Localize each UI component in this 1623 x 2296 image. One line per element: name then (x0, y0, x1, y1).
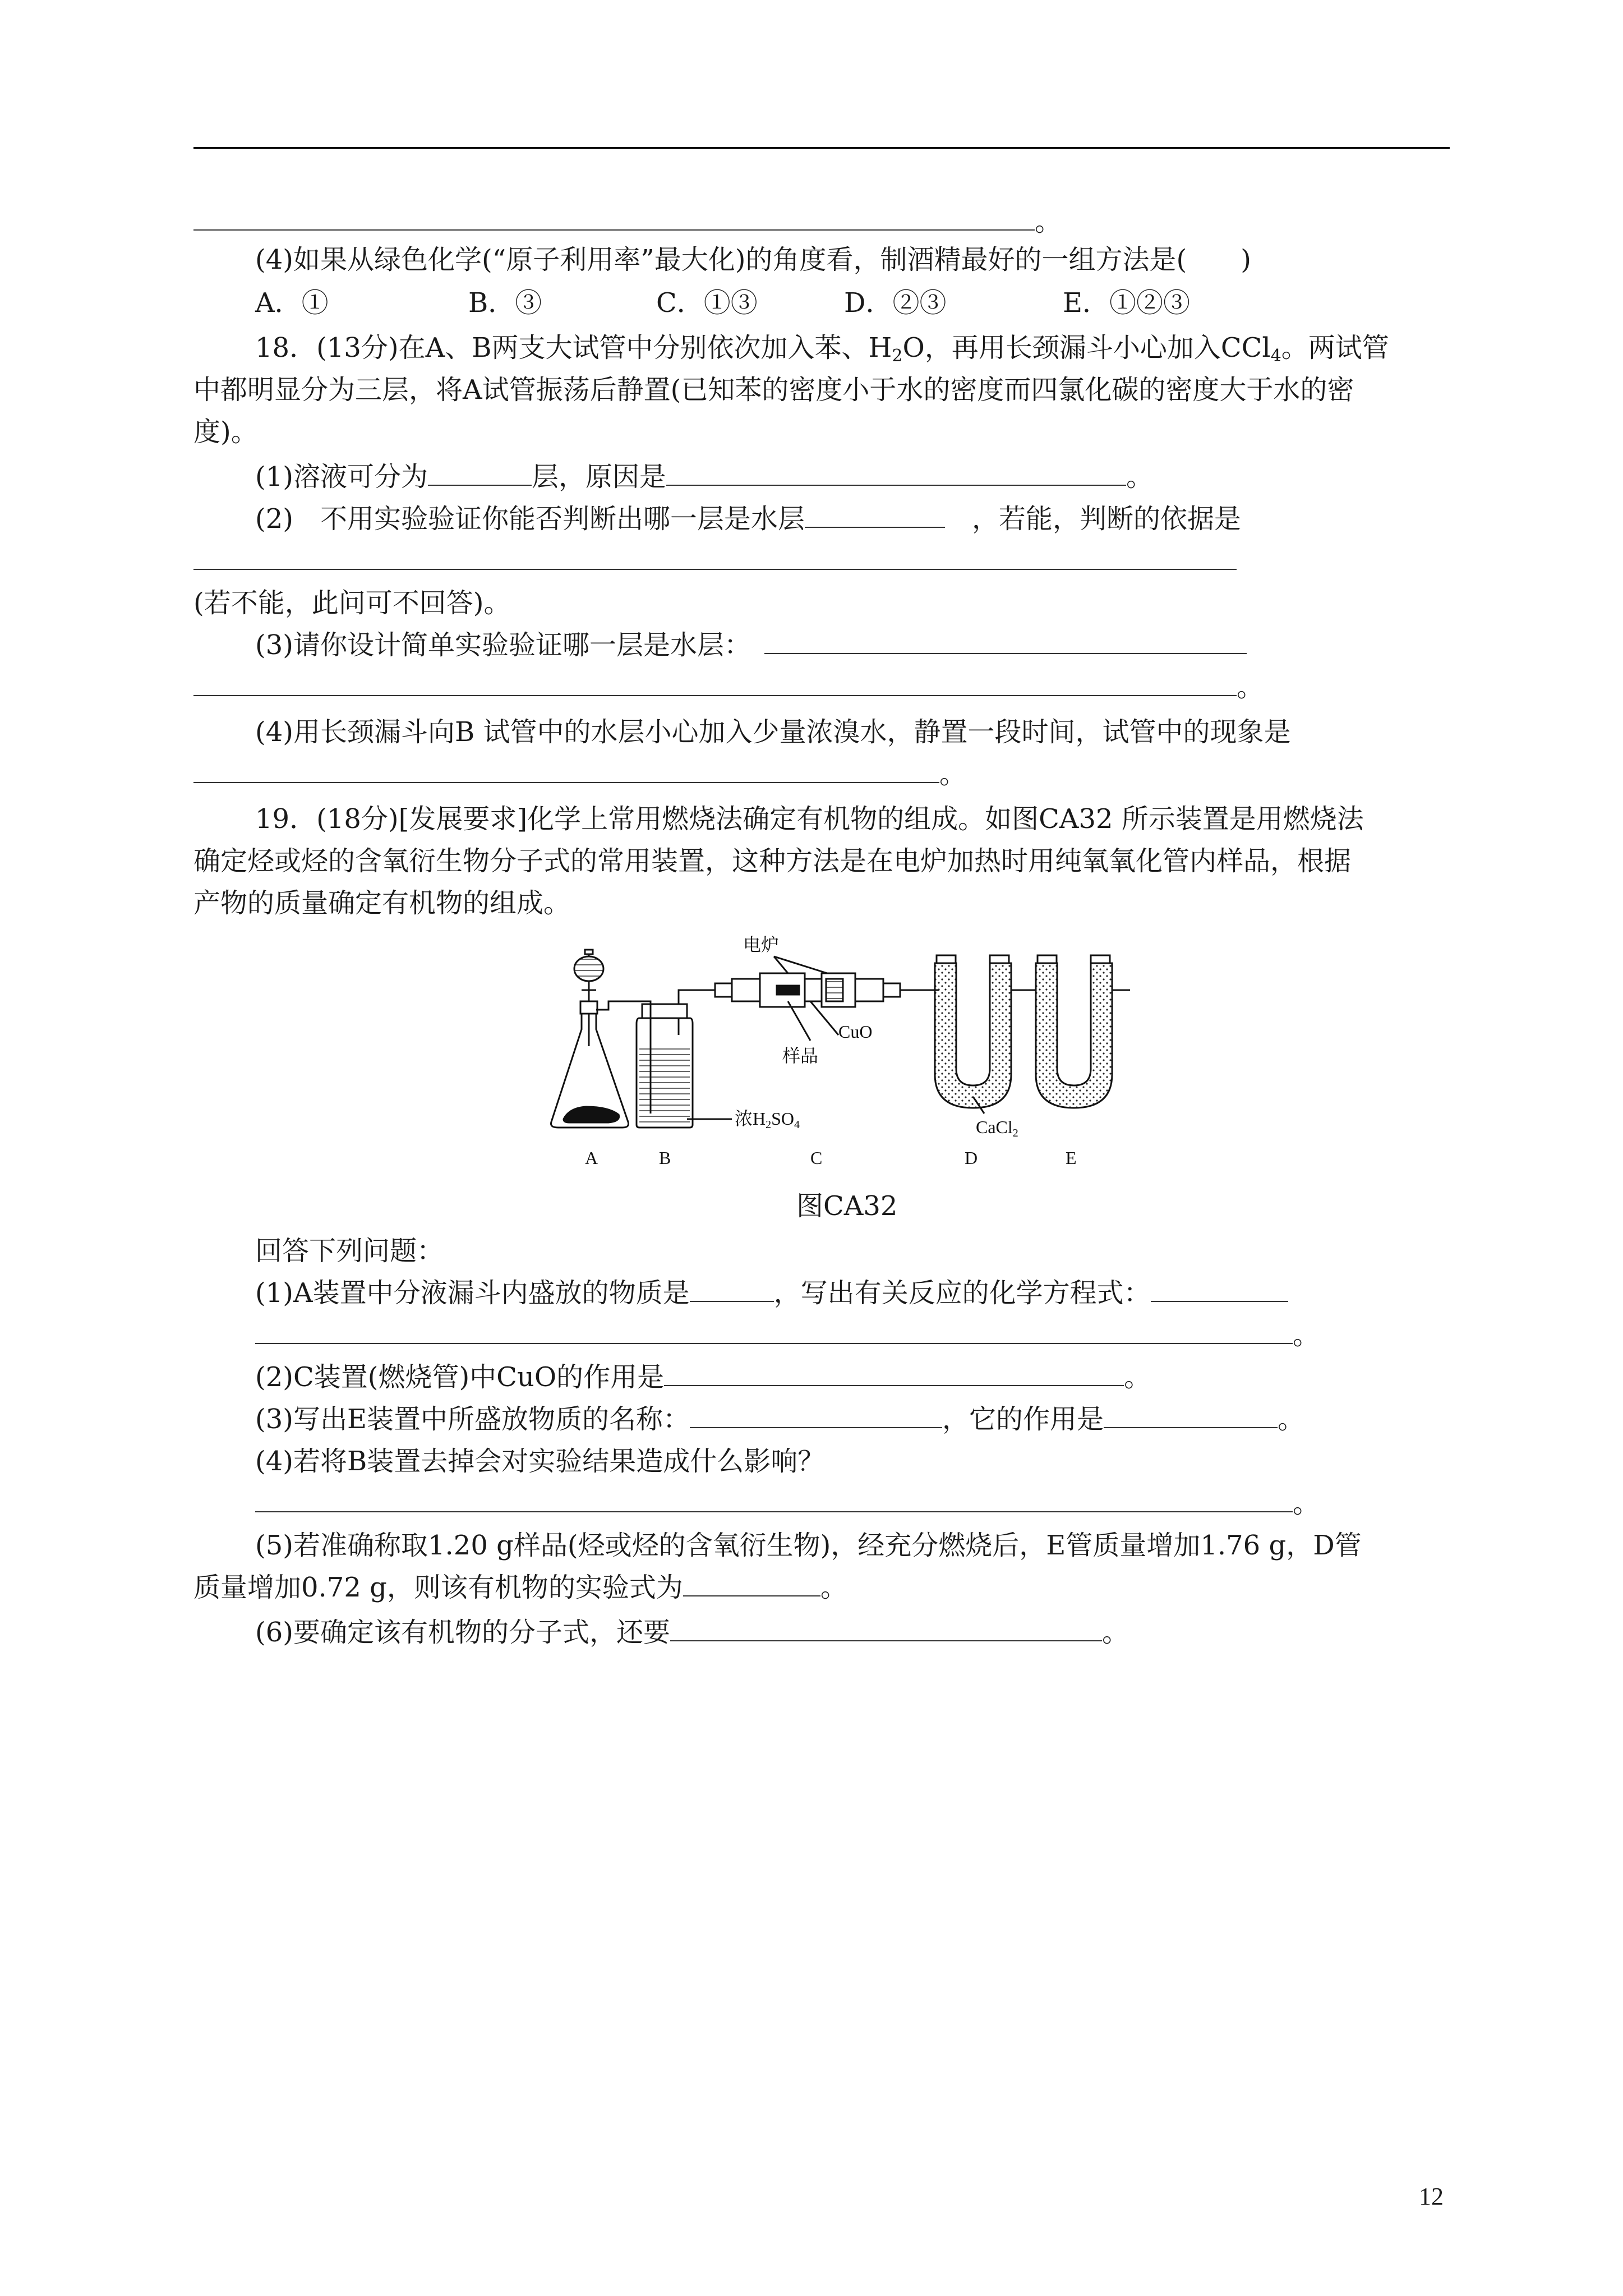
option-d: D．②③ (844, 287, 947, 319)
page-number: 12 (1419, 2183, 1444, 2210)
figure-caption: 图CA32 (796, 1190, 898, 1222)
answer-blank[interactable] (690, 1276, 774, 1302)
answer-blank[interactable] (428, 460, 532, 486)
apparatus-figure (547, 934, 1141, 1170)
question-18-2: (2) 不用实验验证你能否判断出哪一层是水层 ，若能，判断的依据是 (255, 503, 1242, 535)
label-sample: 样品 (782, 1046, 819, 1066)
answer-blank-line[interactable]: 。 (193, 757, 966, 791)
label-b: B (659, 1148, 671, 1168)
question-18-stem-line3: 度)。 (193, 416, 258, 448)
combustion-tube-c (715, 956, 939, 1041)
question-19-3: (3)写出E装置中所盛放物质的名称： ，它的作用是 。 (255, 1404, 1305, 1435)
label-d: D (965, 1148, 978, 1168)
header-rule (193, 147, 1450, 149)
answer-blank[interactable] (690, 1402, 942, 1428)
answer-line-prev: 。 (193, 205, 1062, 238)
answer-blank[interactable] (666, 460, 1126, 486)
answer-blank-line[interactable]: 。 (255, 1487, 1320, 1520)
label-cacl2: CaCl2 (976, 1117, 1018, 1139)
label-cuo: CuO (838, 1022, 873, 1042)
question-19-stem-line3: 产物的质量确定有机物的组成。 (193, 887, 571, 919)
question-18-stem: 18．(13分)在A、B两支大试管中分别依次加入苯、$H_2O$，再用长颈漏斗小心加入CCl$_4$。两试管 (255, 332, 1389, 366)
flask-a (551, 950, 637, 1128)
question-18-stem-line2: 中都明显分为三层，将A试管振荡后静置(已知苯的密度小于水的密度而四氯化碳的密度大于水的密 (193, 374, 1354, 406)
question-19-1: (1)A装置中分液漏斗内盛放的物质是 ，写出有关反应的化学方程式： (255, 1276, 1288, 1310)
answer-blank[interactable] (670, 1616, 1102, 1641)
question-17-4: (4)如果从绿色化学(“原子利用率”最大化)的角度看，制酒精最好的一组方法是( ) (255, 244, 1251, 275)
question-18-1: (1)溶液可分为 层，原因是 。 (255, 461, 1154, 493)
question-19-stem-line2: 确定烃或烃的含氧衍生物分子式的常用装置，这种方法是在电炉加热时用纯氧氧化管内样品，根据 (193, 845, 1352, 877)
question-19-2: (2)C装置(燃烧管)中CuO的作用是 。 (255, 1361, 1151, 1393)
answer-blank[interactable] (683, 1571, 820, 1596)
answer-blank[interactable] (1104, 1402, 1278, 1428)
option-e: E．①②③ (1063, 287, 1191, 319)
question-19-6: (6)要确定该有机物的分子式，还要 。 (255, 1617, 1129, 1648)
u-tube-e (1011, 955, 1130, 1108)
label-a: A (585, 1148, 598, 1168)
answer-blank[interactable] (764, 628, 1247, 654)
option-b: B．③ (468, 287, 542, 319)
question-18-2-note: (若不能，此问可不回答)。 (193, 587, 511, 619)
question-18-4: (4)用长颈漏斗向B 试管中的水层小心加入少量浓溴水，静置一段时间，试管中的现象是 (255, 716, 1291, 748)
answer-intro: 回答下列问题： (255, 1235, 444, 1267)
option-a: A．① (255, 287, 329, 319)
label-h2so4: 浓H2SO4 (735, 1108, 800, 1131)
question-19-stem: 19．(18分)[发展要求]化学上常用燃烧法确定有机物的组成。如图CA32 所示装置是用燃烧法 (255, 803, 1364, 835)
question-18-3: (3)请你设计简单实验验证哪一层是水层： (255, 628, 1247, 662)
answer-blank[interactable] (664, 1360, 1124, 1386)
u-tube-d (935, 955, 1011, 1114)
answer-blank[interactable] (805, 502, 945, 528)
question-19-4: (4)若将B装置去掉会对实验结果造成什么影响？ (255, 1446, 825, 1477)
question-19-5: (5)若准确称取1.20 g样品(烃或烃的含氧衍生物)，经充分燃烧后，E管质量增加1.76 g，D管 (255, 1530, 1362, 1561)
option-c: C．①③ (656, 287, 758, 319)
answer-blank-line[interactable] (193, 544, 1237, 578)
answer-blank-line[interactable]: 。 (255, 1318, 1320, 1352)
question-19-5-line2: 质量增加0.72 g，则该有机物的实验式为 。 (193, 1572, 847, 1603)
answer-blank[interactable] (1151, 1276, 1288, 1302)
answer-blank-line[interactable]: 。 (193, 670, 1264, 704)
label-furnace: 电炉 (743, 935, 780, 955)
label-c: C (810, 1148, 823, 1168)
bottle-b (637, 990, 732, 1128)
label-e: E (1066, 1148, 1077, 1168)
